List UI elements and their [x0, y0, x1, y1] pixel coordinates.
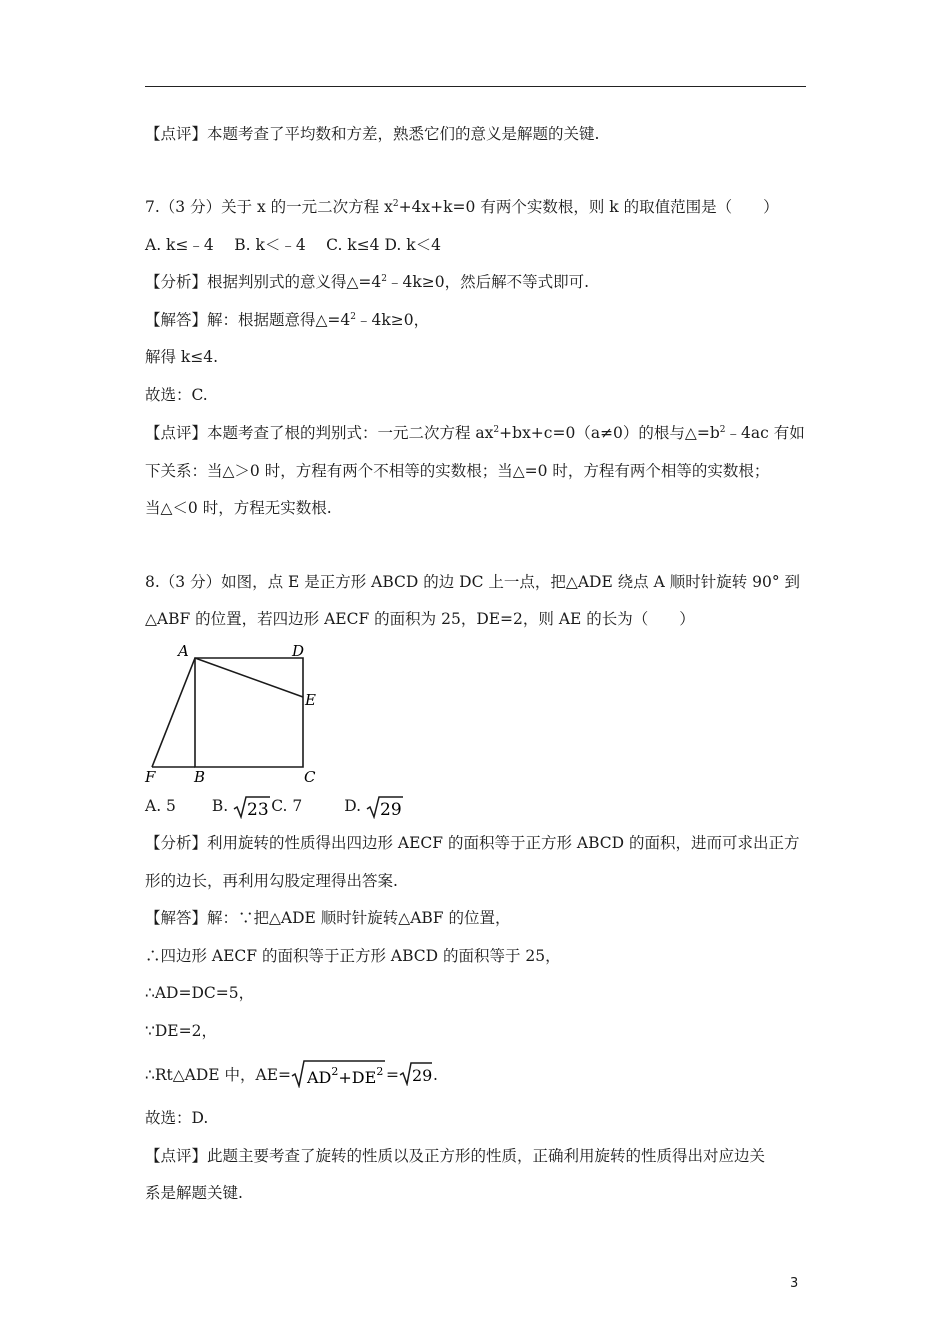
- q8-stem-line1: 8.（3 分）如图，点 E 是正方形 ABCD 的边 DC 上一点，把△ADE 绕点 A 顺时针旋转 90° 到: [145, 573, 801, 591]
- page-number: 3: [790, 1276, 799, 1291]
- q8-option-c: C. 7: [271, 797, 303, 815]
- q7-comment-line1: 【点评】本题考查了根的判别式：一元二次方程 $ax^2+bx+c=0(a\ne 0)$的根与$\triangle=b^2﹣4ac$ 有如: [145, 424, 805, 442]
- label-b: B: [194, 768, 206, 786]
- segment-ae: [195, 658, 303, 697]
- answer-period: .: [433, 1066, 438, 1084]
- label-e: E: [305, 691, 316, 709]
- q8-comment-line1: 【点评】此题主要考查了旋转的性质以及正方形的性质，正确利用旋转的性质得出对应边关: [145, 1147, 766, 1165]
- q8-answer-line1: 【解答】解：∵把△ADE 顺时针旋转△ABF 的位置，: [145, 909, 511, 927]
- q7-stem: 7.（3 分）关于 x 的一元二次方程 $x^2+4x+k=0$ 有两个实数根，则 k 的取值范围是（ ）: [145, 198, 779, 216]
- q8-option-b-prefix: B.: [211, 797, 229, 815]
- q7-analysis: 【分析】根据判别式的意义得$\triangle=4^2﹣4k\ge 0$，然后解不等式即可.: [145, 273, 590, 291]
- q8-options: [145, 795, 404, 819]
- q8-answer-line4: ∵DE=2，: [145, 1022, 217, 1040]
- radicand-29: 29: [379, 800, 402, 819]
- label-f: F: [145, 768, 156, 786]
- q7-answer: 【解答】解：根据题意得$\triangle=4^2﹣4k\ge 0$，: [145, 311, 430, 329]
- q8-comment-line2: 系是解题关键.: [145, 1184, 243, 1202]
- sqrt-29: [366, 795, 404, 819]
- q7-comment-line2: 下关系：当△＞0 时，方程有两个不相等的实数根；当△=0 时，方程有两个相等的实数根；: [145, 462, 770, 480]
- radicand-29-result: 29: [412, 1066, 433, 1085]
- segment-af: [152, 658, 195, 767]
- q7-choose: 故选：C.: [145, 386, 208, 404]
- q8-answer-line5: [145, 1058, 438, 1088]
- q7-answer-result: 解得 k≤4.: [145, 348, 219, 366]
- answer-line5-prefix: ∴Rt△ADE 中，AE=: [145, 1066, 292, 1084]
- q8-stem-line2: △ABF 的位置，若四边形 AECF 的面积为 25，DE=2，则 AE 的长为（ ）: [145, 610, 695, 628]
- label-d: D: [292, 642, 305, 660]
- q8-answer-line3: ∴AD=DC=5，: [145, 984, 255, 1002]
- q8-analysis-line1: 【分析】利用旋转的性质得出四边形 AECF 的面积等于正方形 ABCD 的面积，进而可求出正方: [145, 834, 800, 852]
- label-c: C: [304, 768, 316, 786]
- q7-comment-line3: 当△＜0 时，方程无实数根.: [145, 499, 332, 517]
- q7-options: A. k≤﹣4 B. k＜﹣4 C. k≤4 D. k＜4: [145, 236, 441, 254]
- q8-choose: 故选：D.: [145, 1109, 209, 1127]
- sqrt-23: [233, 795, 271, 819]
- square-rotation-figure: [140, 636, 330, 786]
- prev-comment: 【点评】本题考查了平均数和方差，熟悉它们的意义是解题的关键.: [145, 125, 600, 143]
- q8-option-d-prefix: D.: [344, 797, 362, 815]
- q8-answer-line2: ∴四边形 AECF 的面积等于正方形 ABCD 的面积等于 25，: [145, 947, 561, 965]
- header-rule: [145, 86, 806, 87]
- sqrt-ad-de: [291, 1058, 386, 1088]
- answer-equals: =: [386, 1066, 400, 1084]
- label-a: A: [178, 642, 189, 660]
- radicand-ad-de: $AD^2+DE^2$: [307, 1065, 384, 1087]
- radicand-23: 23: [247, 800, 269, 819]
- q8-option-a: A. 5: [145, 797, 176, 815]
- sqrt-29-result: [399, 1060, 433, 1086]
- q8-analysis-line2: 形的边长，再利用勾股定理得出答案.: [145, 872, 398, 890]
- square-abcd: [195, 658, 303, 767]
